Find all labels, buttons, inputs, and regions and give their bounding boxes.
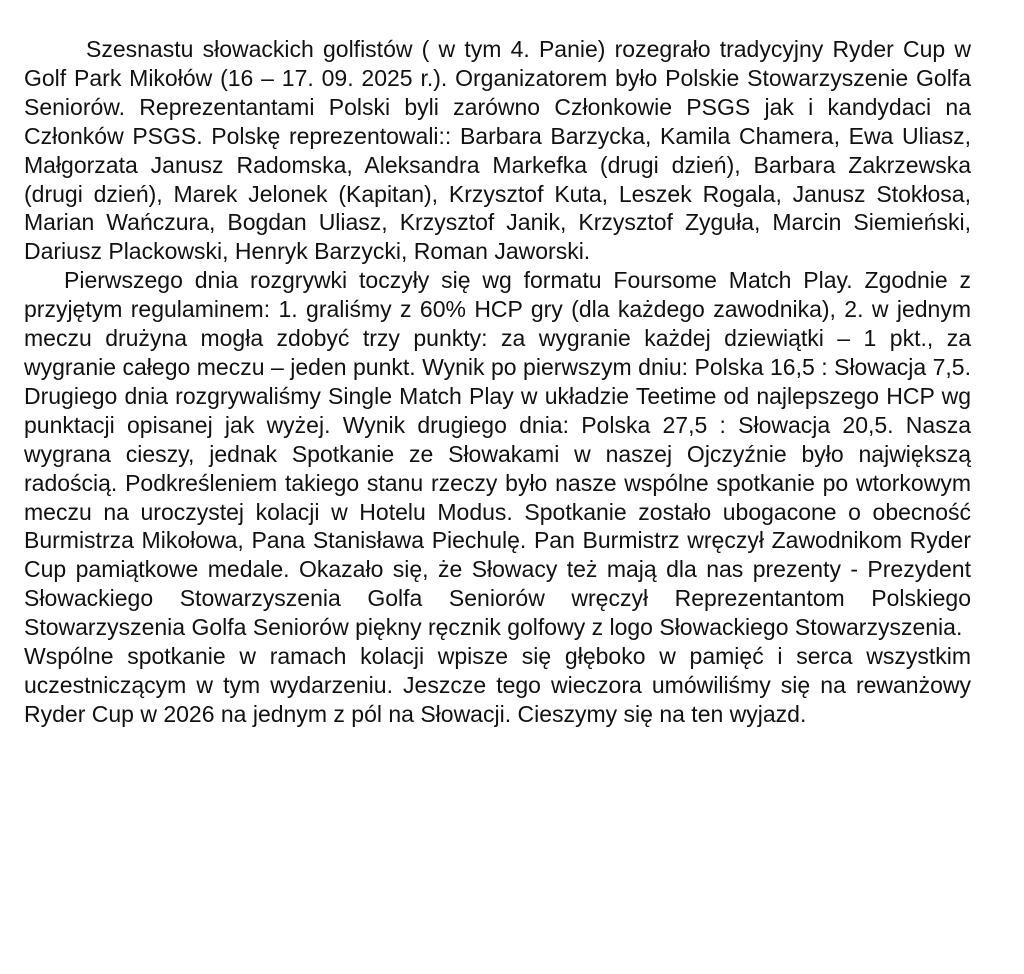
paragraph-2: Pierwszego dnia rozgrywki toczyły się wg formatu Foursome Match Play. Zgodnie z przyjętym regulaminem: 1. graliśmy z 60% HCP gry (dla każdego zawodnika), 2. w jednym meczu drużyna mogła zdobyć trzy punkty: za wygranie każdej dziewiątki – 1 pkt., za wygranie całego meczu – jeden punkt. Wynik po pierwszym dniu: Polska 16,5 : Słowacja 7,5. Drugiego dnia rozgrywaliśmy Single Match Play w układzie Teetime od najlepszego HCP wg punktacji opisanej jak wyżej. Wynik drugiego dnia: Polska 27,5 : Słowacja 20,5. Nasza wygrana cieszy, jednak Spotkanie ze Słowakami w naszej Ojczyźnie było największą radością. Podkreśleniem takiego stanu rzeczy było nasze wspólne spotkanie po wtorkowym meczu na uroczystej kolacji w Hotelu Modus. Spotkanie zostało ubogacone o obecność Burmistrza Mikołowa, Pana Stanisława Piechulę. Pan Burmistrz wręczył Zawodnikom Ryder Cup pamiątkowe medale. Okazało się, że Słowacy też mają dla nas prezenty - Prezydent Słowackiego Stowarzyszenia Golfa Seniorów wręczył Reprezentantom Polskiego Stowarzyszenia Golfa Seniorów piękny ręcznik golfowy z logo Słowackiego Stowarzyszenia. bbox=[24, 267, 971, 641]
article-body bbox=[24, 35, 971, 729]
paragraph-3: Wspólne spotkanie w ramach kolacji wpisze się głęboko w pamięć i serca wszystkim uczestniczącym w tym wydarzeniu. Jeszcze tego wieczora umówiliśmy się na rewanżowy Ryder Cup w 2026 na jednym z pól na Słowacji. Cieszymy się na ten wyjazd. bbox=[24, 643, 971, 727]
paragraph-1: Szesnastu słowackich golfistów ( w tym 4. Panie) rozegrało tradycyjny Ryder Cup w Golf Park Mikołów (16 – 17. 09. 2025 r.). Organizatorem było Polskie Stowarzyszenie Golfa Seniorów. Reprezentantami Polski byli zarówno Członkowie PSGS jak i kandydaci na Członków PSGS. Polskę reprezentowali:: Barbara Barzycka, Kamila Chamera, Ewa Uliasz, Małgorzata Janusz Radomska, Aleksandra Markefka (drugi dzień), Barbara Zakrzewska (drugi dzień), Marek Jelonek (Kapitan), Krzysztof Kuta, Leszek Rogala, Janusz Stokłosa, Marian Wańczura, Bogdan Uliasz, Krzysztof Janik, Krzysztof Zyguła, Marcin Siemieński, Dariusz Plackowski, Henryk Barzycki, Roman Jaworski. bbox=[24, 36, 971, 265]
